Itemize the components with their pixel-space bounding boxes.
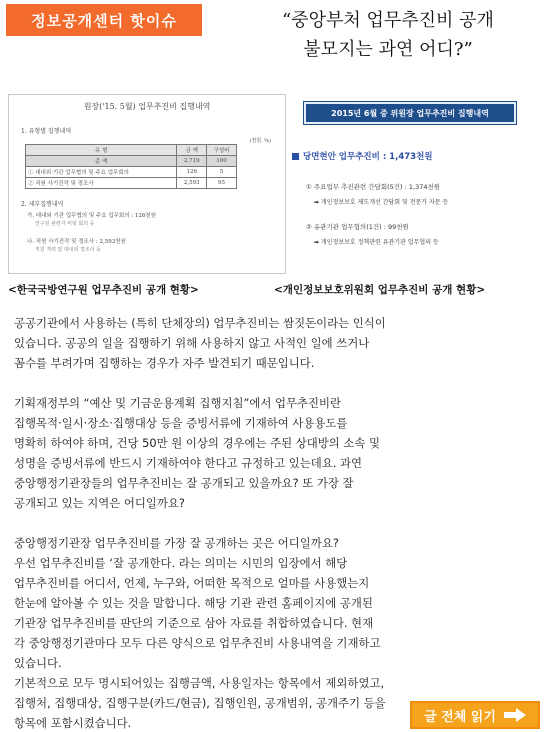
text-line: 기본적으로 모두 명시되어있는 집행금액, 사용일자는 항목에서 제외하였고, <box>14 676 385 690</box>
read-full-article-label: 글 전체 읽기 <box>424 709 496 725</box>
hot-issue-badge <box>6 4 202 36</box>
table-row <box>26 167 237 178</box>
table-cell: 95 <box>207 178 237 189</box>
pipc-line-1: ① 주요업무 추진관련 간담회(5건) : 1,374천원 <box>306 183 441 191</box>
kida-unit: (천원, %) <box>249 138 271 144</box>
kida-item-b-sub: 직원 격려 및 대내외 경조사 등 <box>35 247 101 253</box>
caption-right: <개인정보보호위원회 업무추진비 공개 현황> <box>274 284 486 296</box>
headline-line-1: “중앙부처 업무추진비 공개 <box>282 10 494 31</box>
kida-col-amount: 금 액 <box>177 145 207 156</box>
headline <box>238 6 538 64</box>
text-line: 기관장 업무추진비를 판단의 기준으로 삼아 자료를 취합하였습니다. 현재 <box>14 616 374 630</box>
text-line: 공개되고 있는 지역은 어디일까요? <box>14 496 185 510</box>
text-line: 중앙행정기관장들의 업무추진비는 잘 공개되고 있을까요? 또 가장 잘 <box>14 476 354 490</box>
pipc-highlight <box>292 150 538 162</box>
kida-col-type: 유 형 <box>26 145 177 156</box>
kida-doc-title: 원장('15. 5월) 업무추진비 집행내역 <box>83 102 211 111</box>
arrow-right-icon <box>504 708 526 722</box>
text-line: 한눈에 알아볼 수 있는 것을 말합니다. 해당 기관 관련 홈페이지에 공개된 <box>14 596 373 610</box>
pipc-arrow-2: ➡ 개인정보보호 정책관련 유관기관 업무협의 등 <box>314 239 439 246</box>
read-full-article-button[interactable] <box>410 701 540 729</box>
kida-table-header <box>26 145 237 156</box>
text-line: 집행처, 집행대상, 집행구분(카드/현금), 집행인원, 공개범위, 공개주기 등을 <box>14 696 386 710</box>
table-cell: 2,593 <box>177 178 207 189</box>
text-line: 업무추진비를 어디서, 언제, 누구와, 어떠한 목적으로 얼마를 사용했는지 <box>14 576 370 590</box>
table-cell: 5 <box>207 167 237 178</box>
table-row <box>26 178 237 189</box>
table-cell: 126 <box>177 167 207 178</box>
table-cell: ① 대내외 기관 업무협의 및 주요 업무회의 <box>26 167 177 178</box>
kida-item-a: 가. 대내외 기관 업무협의 및 주요 업무회의 : 126천원 <box>27 213 157 219</box>
pipc-line-2: ② 유관기관 업무협의(1건) : 99천원 <box>306 223 409 231</box>
table-cell: 100 <box>207 156 237 167</box>
kida-section-2: 2. 세부집행내역 <box>21 201 64 208</box>
table-cell: 총 액 <box>26 156 177 167</box>
text-line: 꼼수를 부려가며 집행하는 경우가 자주 발견되기 때문입니다. <box>14 356 315 370</box>
text-line: 있습니다. 공공의 일을 집행하기 위해 사용하지 않고 사적인 일에 쓰거나 <box>14 336 370 350</box>
text-line: 있습니다. <box>14 656 62 670</box>
kida-item-b: 나. 직원 사기진작 및 경조사 : 2,593천원 <box>27 239 126 245</box>
text-line: 항목에 포함시켰습니다. <box>14 716 132 730</box>
badge-label: 정보공개센터 핫이슈 <box>31 11 177 30</box>
pipc-document-image <box>290 96 538 274</box>
kida-col-ratio: 구성비 <box>207 145 237 156</box>
table-row <box>26 156 237 167</box>
text-line: 기획재정부의 “예산 및 기금운용계획 집행지침”에서 업무추진비란 <box>14 396 341 410</box>
article-body <box>14 313 544 732</box>
square-bullet-icon <box>292 153 299 160</box>
paragraph-2 <box>14 393 544 513</box>
text-line: 중앙행정기관장 업무추진비를 가장 잘 공개하는 곳은 어디일까요? <box>14 536 339 550</box>
paragraph-1 <box>14 313 544 373</box>
pipc-doc-header: 2015년 6월 중 위원장 업무추진비 집행내역 <box>304 102 516 124</box>
comparison-figure <box>8 94 538 306</box>
pipc-arrow-1: ➡ 개인정보보호 제도개선 간담회 및 전문가 자문 등 <box>314 199 449 206</box>
table-cell: ② 직원 사기진작 및 경조사 <box>26 178 177 189</box>
headline-line-2: 불모지는 과연 어디?” <box>303 39 473 60</box>
text-line: 집행목적·일시·장소·집행대상 등을 증빙서류에 기재하여 사용용도를 <box>14 416 348 430</box>
kida-document-image <box>8 94 286 274</box>
kida-section-1: 1. 유형별 집행내역 <box>21 128 72 135</box>
text-line: 우선 업무추진비를 ‘잘 공개한다. 라는 의미는 시민의 입장에서 해당 <box>14 556 348 570</box>
kida-item-a-sub: 연구원 관련자 미팅 회의 등 <box>35 221 95 227</box>
text-line: 각 중앙행정기관마다 모두 다른 양식으로 업무추진비 사용내역을 기재하고 <box>14 636 381 650</box>
text-line: 공공기관에서 사용하는 (특히 단체장의) 업무추진비는 쌈짓돈이라는 인식이 <box>14 316 386 330</box>
text-line: 명확히 하여야 하며, 건당 50만 원 이상의 경우에는 주된 상대방의 소속 및 <box>14 436 381 450</box>
kida-expense-table <box>25 144 237 189</box>
pipc-highlight-text: 당면현안 업무추진비 : 1,473천원 <box>303 152 433 162</box>
text-line: 성명을 증빙서류에 반드시 기재하여야 한다고 규정하고 있는데요. 과연 <box>14 456 363 470</box>
caption-left: <한국국방연구원 업무추진비 공개 현황> <box>8 284 199 296</box>
table-cell: 2,719 <box>177 156 207 167</box>
